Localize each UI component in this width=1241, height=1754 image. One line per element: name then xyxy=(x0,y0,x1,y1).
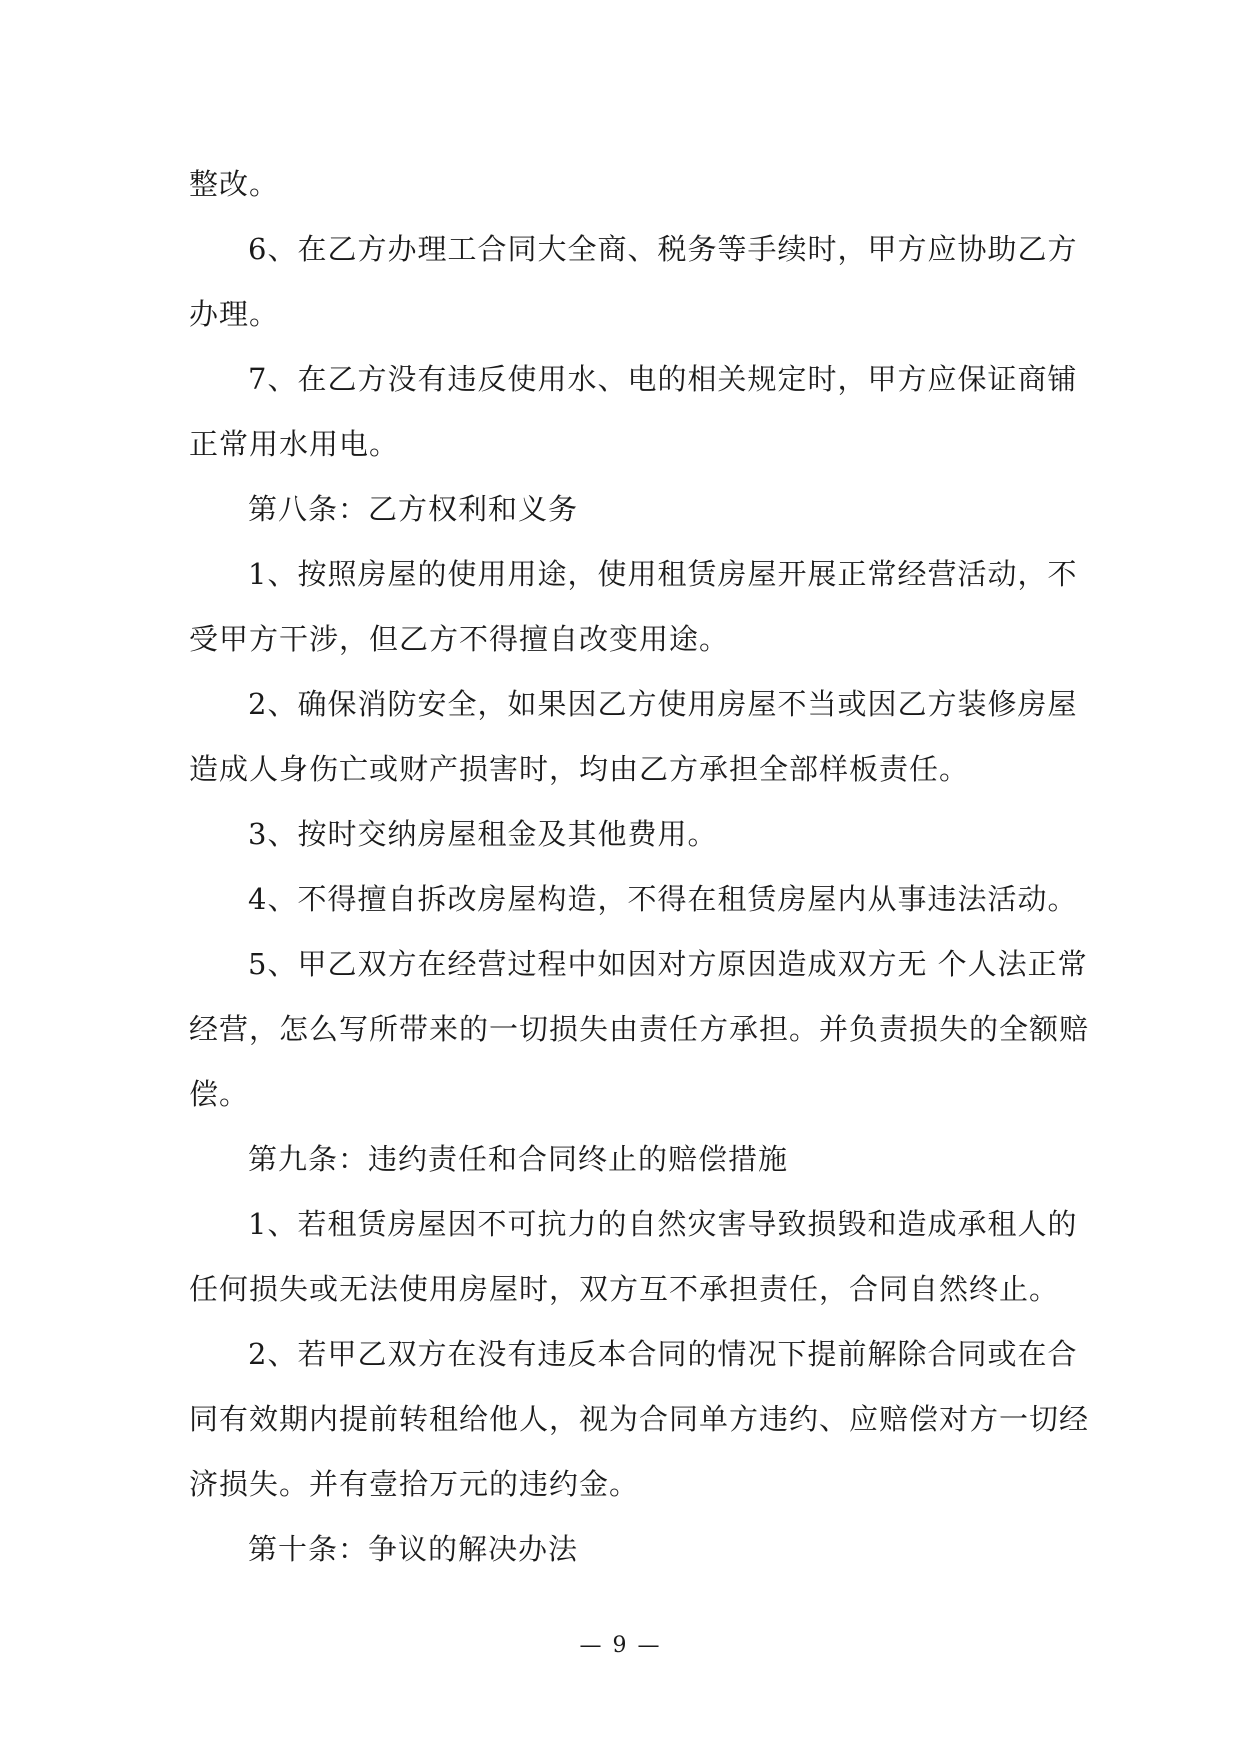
text-line: 2、若甲乙双方在没有违反本合同的情况下提前解除合同或在合 xyxy=(248,1337,1078,1371)
text-line: 济损失。并有壹拾万元的违约金。 xyxy=(189,1467,640,1501)
section-heading: 第八条：乙方权利和义务 xyxy=(248,492,579,526)
text-line: 正常用水用电。 xyxy=(189,427,400,461)
section-heading: 第十条：争议的解决办法 xyxy=(248,1532,579,1566)
text-line: 7、在乙方没有违反使用水、电的相关规定时，甲方应保证商铺 xyxy=(248,362,1078,396)
text-line: 办理。 xyxy=(189,297,280,331)
text-line: 1、按照房屋的使用用途，使用租赁房屋开展正常经营活动，不 xyxy=(248,557,1078,591)
text-line: 3、按时交纳房屋租金及其他费用。 xyxy=(248,817,718,851)
document-body xyxy=(189,152,1090,1582)
text-line: 5、甲乙双方在经营过程中如因对方原因造成双方无 个人法正常 xyxy=(248,947,1088,981)
page-number: — 9 — xyxy=(579,1633,662,1658)
text-line: 任何损失或无法使用房屋时，双方互不承担责任，合同自然终止。 xyxy=(189,1272,1060,1306)
text-line: 1、若租赁房屋因不可抗力的自然灾害导致损毁和造成承租人的 xyxy=(248,1207,1078,1241)
text-line: 整改。 xyxy=(189,167,280,201)
text-line: 受甲方干涉，但乙方不得擅自改变用途。 xyxy=(189,622,730,656)
text-line: 经营，怎么写所带来的一切损失由责任方承担。并负责损失的全额赔 xyxy=(189,1012,1090,1046)
section-heading: 第九条：违约责任和合同终止的赔偿措施 xyxy=(248,1142,789,1176)
text-line: 偿。 xyxy=(189,1077,250,1111)
text-line: 4、不得擅自拆改房屋构造，不得在租赁房屋内从事违法活动。 xyxy=(248,882,1078,916)
text-line: 同有效期内提前转租给他人，视为合同单方违约、应赔偿对方一切经 xyxy=(189,1402,1090,1436)
text-line: 造成人身伤亡或财产损害时，均由乙方承担全部样板责任。 xyxy=(189,752,970,786)
text-line: 6、在乙方办理工合同大全商、税务等手续时，甲方应协助乙方 xyxy=(248,232,1078,266)
text-line: 2、确保消防安全，如果因乙方使用房屋不当或因乙方装修房屋 xyxy=(248,687,1078,721)
